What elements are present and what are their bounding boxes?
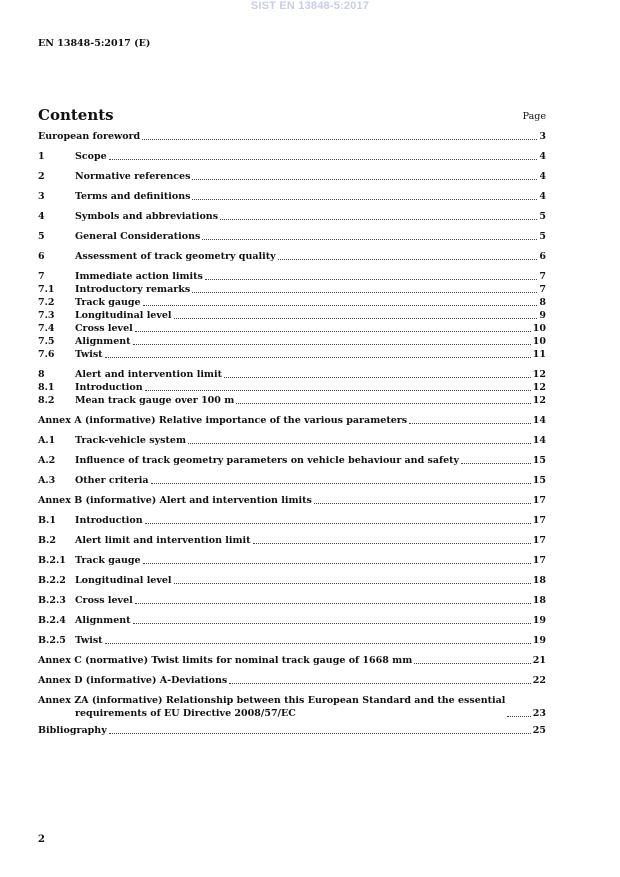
- dot-leader: [105, 357, 531, 358]
- toc-entry[interactable]: [38, 270, 546, 283]
- dot-leader: [253, 543, 531, 544]
- dot-leader: [220, 219, 537, 220]
- toc-entry-label-continued: requirements of EU Directive 2008/57/EC: [75, 708, 296, 719]
- toc-entry[interactable]: [38, 130, 546, 143]
- toc-entry-number: B.2.2: [38, 575, 66, 586]
- toc-entry[interactable]: [38, 250, 546, 263]
- toc-entry-number: 8: [38, 369, 45, 380]
- dot-leader: [409, 423, 531, 424]
- toc-entry-page: 18: [532, 575, 546, 586]
- toc-entry-label: Alert limit and intervention limit: [75, 535, 251, 546]
- toc-entry[interactable]: [38, 414, 546, 427]
- dot-leader: [314, 503, 531, 504]
- toc-entry-number: B.2.5: [38, 635, 66, 646]
- toc-entry[interactable]: [38, 614, 546, 627]
- dot-leader: [105, 643, 531, 644]
- dot-leader: [145, 523, 531, 524]
- toc-entry[interactable]: [38, 674, 546, 687]
- dot-leader: [202, 239, 537, 240]
- toc-entry[interactable]: [38, 474, 546, 487]
- toc-entry-label: Annex ZA (informative) Relationship between this European Standard and the essential: [38, 695, 506, 706]
- toc-entry-page: 19: [532, 615, 546, 626]
- toc-entry[interactable]: [38, 322, 546, 335]
- toc-entry-page: 4: [539, 151, 546, 162]
- toc-entry[interactable]: [38, 381, 546, 394]
- dot-leader: [229, 683, 531, 684]
- dot-leader: [151, 483, 531, 484]
- toc-entry-label: Annex C (normative) Twist limits for nominal track gauge of 1668 mm: [38, 655, 413, 666]
- toc-entry-number: B.2.1: [38, 555, 66, 566]
- toc-entry-label: Longitudinal level: [75, 575, 172, 586]
- toc-entry-page: 10: [532, 336, 546, 347]
- toc-entry-label: Annex D (informative) A-Deviations: [38, 675, 228, 686]
- toc-entry-number: B.1: [38, 515, 56, 526]
- toc-entry-number: 8.2: [38, 395, 55, 406]
- toc-entry-number: A.2: [38, 455, 56, 466]
- toc-entry-label: Introduction: [75, 515, 143, 526]
- dot-leader: [188, 443, 531, 444]
- watermark: SIST EN 13848-5:2017: [250, 0, 370, 12]
- toc-entry-label: Track gauge: [75, 297, 141, 308]
- toc-entry-number: 7.1: [38, 284, 55, 295]
- toc-entry-number: 7.5: [38, 336, 55, 347]
- toc-entry-label: Bibliography: [38, 725, 107, 736]
- toc-entry-label: Introduction: [75, 382, 143, 393]
- contents-title: Contents: [38, 106, 114, 124]
- dot-leader: [192, 292, 537, 293]
- toc-entry-page: 15: [532, 455, 546, 466]
- dot-leader: [135, 603, 531, 604]
- toc-entry-label: Annex B (informative) Alert and intervention limits: [38, 495, 312, 506]
- toc-entry-label: Track-vehicle system: [75, 435, 186, 446]
- toc-entry-page: 15: [532, 475, 546, 486]
- dot-leader: [461, 463, 531, 464]
- dot-leader: [133, 623, 531, 624]
- toc-entry[interactable]: [38, 534, 546, 547]
- toc-entry[interactable]: [38, 634, 546, 647]
- toc-entry-number: 2: [38, 171, 45, 182]
- toc-entry-label: Cross level: [75, 595, 133, 606]
- dot-leader: [135, 331, 531, 332]
- toc-entry-number: 7.2: [38, 297, 55, 308]
- dot-leader: [224, 377, 531, 378]
- toc-entry-number: A.1: [38, 435, 56, 446]
- toc-entry-number: 7: [38, 271, 45, 282]
- toc-entry-label: Track gauge: [75, 555, 141, 566]
- toc-entry-page: 4: [539, 171, 546, 182]
- toc-entry-label: Introductory remarks: [75, 284, 191, 295]
- document-id: EN 13848-5:2017 (E): [38, 38, 151, 49]
- toc-entry-page: 19: [532, 635, 546, 646]
- dot-leader: [205, 279, 538, 280]
- toc-entry-page: 5: [539, 231, 546, 242]
- dot-leader: [142, 139, 537, 140]
- toc-entry[interactable]: [38, 454, 546, 467]
- toc-entry-label: Alert and intervention limit: [75, 369, 222, 380]
- toc-entry[interactable]: [38, 348, 546, 361]
- toc-entry[interactable]: [38, 150, 546, 163]
- dot-leader: [278, 259, 538, 260]
- toc-entry-page: 12: [532, 369, 546, 380]
- dot-leader: [414, 663, 530, 664]
- toc-entry[interactable]: [38, 724, 546, 737]
- toc-entry-page: 3: [539, 131, 546, 142]
- dot-leader: [109, 159, 538, 160]
- toc-entry-page: 12: [532, 382, 546, 393]
- toc-entry-number: 7.3: [38, 310, 55, 321]
- toc-entry[interactable]: [38, 514, 546, 527]
- toc-entry-label: Cross level: [75, 323, 133, 334]
- toc-entry[interactable]: [38, 574, 546, 587]
- toc-entry[interactable]: [38, 554, 546, 567]
- dot-leader: [109, 733, 531, 734]
- toc-entry-page: 8: [539, 297, 546, 308]
- toc-entry-page: 21: [532, 655, 546, 666]
- toc-entry-page: 14: [532, 435, 546, 446]
- toc-entry-number: A.3: [38, 475, 56, 486]
- toc-entry-page: 11: [532, 349, 546, 360]
- dot-leader: [145, 390, 531, 391]
- toc-entry-page: 12: [532, 395, 546, 406]
- page-number: 2: [38, 834, 45, 845]
- toc-entry-label: Twist: [75, 349, 103, 360]
- dot-leader: [192, 179, 537, 180]
- toc-entry-page: 17: [532, 555, 546, 566]
- toc-entry-page: 5: [539, 211, 546, 222]
- toc-entry-page: 14: [532, 415, 546, 426]
- contents-heading: [38, 104, 546, 124]
- dot-leader: [236, 403, 531, 404]
- toc-entry-page: 17: [532, 495, 546, 506]
- toc-entry[interactable]: [38, 494, 546, 507]
- toc-entry-number: 7.6: [38, 349, 55, 360]
- toc-entry-label: Alignment: [75, 615, 131, 626]
- toc-entry-number: 5: [38, 231, 45, 242]
- toc-entry-label: Longitudinal level: [75, 310, 172, 321]
- toc-entry[interactable]: [38, 283, 546, 296]
- toc-entry-label: European foreword: [38, 131, 141, 142]
- toc-entry[interactable]: [38, 434, 546, 447]
- toc-entry-page: 17: [532, 535, 546, 546]
- toc-entry[interactable]: [38, 296, 546, 309]
- toc-entry-number: 8.1: [38, 382, 55, 393]
- toc-entry-number: 7.4: [38, 323, 55, 334]
- toc-entry-page: 25: [532, 725, 546, 736]
- toc-entry-number: B.2.3: [38, 595, 66, 606]
- toc-entry-label: Scope: [75, 151, 107, 162]
- toc-entry-label: Other criteria: [75, 475, 149, 486]
- toc-entry-label: Mean track gauge over 100 m: [75, 395, 235, 406]
- toc-entry[interactable]: [38, 309, 546, 322]
- toc-entry[interactable]: [38, 335, 546, 348]
- toc-entry-label: General Considerations: [75, 231, 201, 242]
- toc-entry-number: 1: [38, 151, 45, 162]
- toc-entry-label: Terms and definitions: [75, 191, 191, 202]
- toc-entry[interactable]: [38, 368, 546, 381]
- toc-entry[interactable]: [38, 170, 546, 183]
- toc-entry-number: 6: [38, 251, 45, 262]
- toc-entry-page: 18: [532, 595, 546, 606]
- page-column-label: Page: [522, 111, 546, 122]
- toc-entry-page: 17: [532, 515, 546, 526]
- toc-entry-label: Twist: [75, 635, 103, 646]
- dot-leader: [174, 583, 531, 584]
- toc-entry-page: 7: [539, 284, 546, 295]
- dot-leader: [133, 344, 531, 345]
- toc-entry-label: Influence of track geometry parameters on vehicle behaviour and safety: [75, 455, 460, 466]
- toc-entry-page: 7: [539, 271, 546, 282]
- toc-entry-number: 4: [38, 211, 45, 222]
- toc-entry-label: Normative references: [75, 171, 191, 182]
- toc-entry[interactable]: [38, 694, 546, 720]
- toc-entry[interactable]: [38, 654, 546, 667]
- toc-entry-page: 22: [532, 675, 546, 686]
- toc-entry-label: Annex A (informative) Relative importance of the various parameters: [38, 415, 408, 426]
- toc-entry-page: 6: [539, 251, 546, 262]
- toc-entry-label: Assessment of track geometry quality: [75, 251, 276, 262]
- toc-entry[interactable]: [38, 190, 546, 203]
- toc-entry-page: 10: [532, 323, 546, 334]
- toc-entry-label: Alignment: [75, 336, 131, 347]
- toc-entry-page: 4: [539, 191, 546, 202]
- dot-leader: [192, 199, 537, 200]
- dot-leader: [143, 305, 538, 306]
- toc-entry[interactable]: [38, 594, 546, 607]
- toc-entry[interactable]: [38, 230, 546, 243]
- toc-entry-number: B.2.4: [38, 615, 66, 626]
- toc-entry-label: Symbols and abbreviations: [75, 211, 219, 222]
- toc-entry-number: 3: [38, 191, 45, 202]
- dot-leader: [507, 716, 530, 717]
- dot-leader: [174, 318, 538, 319]
- toc-entry-label: Immediate action limits: [75, 271, 203, 282]
- toc-entry-number: B.2: [38, 535, 56, 546]
- dot-leader: [143, 563, 531, 564]
- toc-entry-page: 9: [539, 310, 546, 321]
- toc-entry[interactable]: [38, 394, 546, 407]
- toc-entry-page: 23: [532, 708, 546, 719]
- toc-entry[interactable]: [38, 210, 546, 223]
